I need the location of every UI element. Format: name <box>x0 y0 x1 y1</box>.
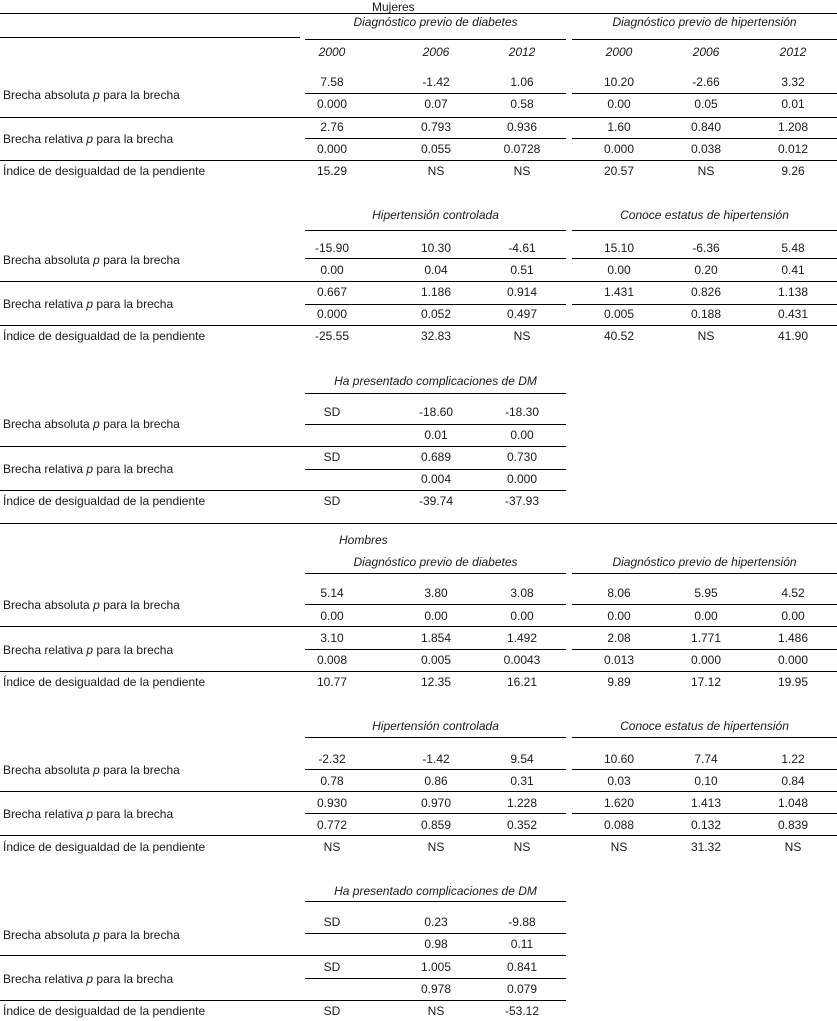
group-header-rule <box>305 39 566 40</box>
value-cell-rel-p: 0.012 <box>777 142 809 156</box>
row-label-suffix: para la brecha <box>93 132 174 146</box>
inner-rule <box>572 769 837 770</box>
value-cell-rel-p: 0.0728 <box>503 142 541 156</box>
value-cell-rel-gap: 0.793 <box>420 120 452 134</box>
value-cell-rel-p: 0.052 <box>420 307 452 321</box>
value-cell-abs-gap: -1.42 <box>422 75 450 89</box>
row-separator <box>0 325 837 326</box>
value-cell-rel-p: 0.055 <box>420 142 452 156</box>
value-cell-abs-gap: -18.60 <box>418 405 454 419</box>
year-header: 2012 <box>508 45 536 59</box>
value-cell-abs-gap: -9.88 <box>508 915 536 929</box>
value-cell-abs-p: 0.00 <box>320 263 344 277</box>
value-cell-rel-p: 0.000 <box>690 653 722 667</box>
value-cell-rel-p: 0.352 <box>506 818 538 832</box>
row-label-prefix: Brecha absoluta <box>3 88 94 102</box>
value-cell-slope: 9.89 <box>607 675 631 689</box>
value-cell-abs-gap: -4.61 <box>508 241 536 255</box>
row-label-suffix: para la brecha <box>93 643 174 657</box>
row-label-prefix: Brecha absoluta <box>3 928 94 942</box>
row-label-abs-gap <box>3 88 180 102</box>
row-separator <box>0 671 837 672</box>
p-letter: p <box>86 297 94 311</box>
p-letter: p <box>93 928 100 942</box>
value-cell-abs-gap: 4.52 <box>781 586 805 600</box>
row-label-abs-gap <box>3 598 180 612</box>
value-cell-abs-p: 0.00 <box>510 609 534 623</box>
inner-rule <box>572 604 837 605</box>
group-header: Ha presentado complicaciones de DM <box>334 884 537 898</box>
value-cell-rel-p: 0.132 <box>690 818 722 832</box>
group-header-rule <box>305 573 566 574</box>
value-cell-slope: 32.83 <box>420 329 452 343</box>
value-cell-abs-gap: 3.08 <box>510 586 534 600</box>
group-header: Diagnóstico previo de hipertensión <box>612 15 797 29</box>
value-cell-rel-gap: SD <box>323 960 341 974</box>
value-cell-slope: 15.29 <box>316 164 348 178</box>
inner-rule <box>305 933 566 934</box>
value-cell-abs-p: 0.84 <box>781 774 805 788</box>
value-cell-abs-gap: 3.32 <box>781 75 805 89</box>
p-letter: p <box>86 462 94 476</box>
group-header-rule <box>572 230 837 231</box>
section-rule <box>0 523 837 524</box>
inner-rule <box>305 258 566 259</box>
row-separator <box>0 1000 566 1001</box>
row-separator <box>0 791 837 792</box>
value-cell-abs-p: 0.98 <box>424 937 448 951</box>
value-cell-abs-gap: -2.32 <box>318 752 346 766</box>
group-header-rule <box>572 737 837 738</box>
value-cell-rel-p: 0.000 <box>506 472 538 486</box>
group-header-rule <box>305 737 566 738</box>
row-label-suffix: para la brecha <box>93 972 174 986</box>
inner-rule <box>572 649 837 650</box>
value-cell-abs-p: 0.51 <box>510 263 534 277</box>
row-label-slope-index: Índice de desigualdad de la pendiente <box>3 1004 206 1018</box>
value-cell-rel-gap: 3.10 <box>320 631 344 645</box>
value-cell-rel-p: 0.859 <box>420 818 452 832</box>
value-cell-abs-p: 0.04 <box>424 263 448 277</box>
inner-rule <box>305 813 566 814</box>
value-cell-slope: NS <box>513 329 531 343</box>
row-label-rel-gap <box>3 807 173 821</box>
row-label-suffix: para la brecha <box>93 807 174 821</box>
row-label-prefix: Brecha absoluta <box>3 253 94 267</box>
group-header: Hipertensión controlada <box>372 719 499 733</box>
row-label-suffix: para la brecha <box>99 417 180 431</box>
value-cell-slope: -39.74 <box>418 494 454 508</box>
value-cell-rel-gap: 1.431 <box>603 285 635 299</box>
value-cell-rel-gap: 0.914 <box>506 285 538 299</box>
row-label-prefix: Brecha relativa <box>3 807 87 821</box>
value-cell-rel-p: 0.013 <box>603 653 635 667</box>
value-cell-slope: 40.52 <box>603 329 635 343</box>
value-cell-rel-gap: 1.048 <box>777 796 809 810</box>
value-cell-rel-p: 0.008 <box>316 653 348 667</box>
row-separator <box>0 626 837 627</box>
p-letter: p <box>86 132 94 146</box>
year-header: 2000 <box>605 45 633 59</box>
value-cell-rel-p: 0.000 <box>316 142 348 156</box>
group-header: Ha presentado complicaciones de DM <box>334 374 537 388</box>
gender-title: Hombres <box>339 533 388 547</box>
value-cell-slope: 17.12 <box>690 675 722 689</box>
gender-rule <box>0 13 837 14</box>
value-cell-abs-gap: 10.20 <box>603 75 635 89</box>
row-label-slope-index: Índice de desigualdad de la pendiente <box>3 840 206 854</box>
row-label-rel-gap <box>3 132 173 146</box>
group-header-rule <box>305 393 566 394</box>
row-label-prefix: Brecha relativa <box>3 462 87 476</box>
value-cell-slope: 19.95 <box>777 675 809 689</box>
group-header: Conoce estatus de hipertensión <box>620 719 789 733</box>
row-label-slope-index: Índice de desigualdad de la pendiente <box>3 675 206 689</box>
value-cell-abs-p: 0.00 <box>694 609 718 623</box>
value-cell-abs-gap: 3.80 <box>424 586 448 600</box>
row-label-abs-gap <box>3 763 180 777</box>
inner-rule <box>572 813 837 814</box>
value-cell-rel-p: 0.497 <box>506 307 538 321</box>
value-cell-abs-p: 0.00 <box>781 609 805 623</box>
value-cell-slope: 16.21 <box>506 675 538 689</box>
p-letter: p <box>93 763 100 777</box>
value-cell-rel-gap: 0.841 <box>506 960 538 974</box>
value-cell-slope: NS <box>513 164 531 178</box>
value-cell-rel-p: 0.978 <box>420 982 452 996</box>
row-label-abs-gap <box>3 253 180 267</box>
value-cell-rel-gap: 0.840 <box>690 120 722 134</box>
value-cell-slope: NS <box>784 840 802 854</box>
value-cell-rel-gap: 1.60 <box>607 120 631 134</box>
value-cell-slope: NS <box>427 164 445 178</box>
value-cell-rel-p: 0.000 <box>603 142 635 156</box>
value-cell-rel-p: 0.0043 <box>503 653 541 667</box>
value-cell-abs-gap: -18.30 <box>504 405 540 419</box>
value-cell-abs-gap: -15.90 <box>314 241 350 255</box>
value-cell-rel-p: 0.839 <box>777 818 809 832</box>
value-cell-rel-p: 0.005 <box>420 653 452 667</box>
value-cell-rel-gap: 0.930 <box>316 796 348 810</box>
group-header-rule <box>572 573 837 574</box>
row-label-rel-gap <box>3 972 173 986</box>
row-separator <box>0 446 566 447</box>
inner-rule <box>305 424 566 425</box>
value-cell-rel-gap: 1.413 <box>690 796 722 810</box>
value-cell-rel-gap: SD <box>323 450 341 464</box>
row-label-suffix: para la brecha <box>99 763 180 777</box>
group-header: Diagnóstico previo de hipertensión <box>612 555 797 569</box>
row-label-slope-index: Índice de desigualdad de la pendiente <box>3 164 206 178</box>
inner-rule <box>305 138 566 139</box>
value-cell-abs-p: 0.31 <box>510 774 534 788</box>
value-cell-rel-gap: 1.138 <box>777 285 809 299</box>
p-letter: p <box>86 643 94 657</box>
inner-rule <box>305 469 566 470</box>
inner-rule <box>305 649 566 650</box>
p-letter: p <box>93 88 100 102</box>
value-cell-abs-p: 0.00 <box>607 97 631 111</box>
value-cell-abs-gap: -2.66 <box>692 75 720 89</box>
value-cell-rel-gap: 0.689 <box>420 450 452 464</box>
row-label-prefix: Brecha absoluta <box>3 417 94 431</box>
value-cell-rel-gap: 2.08 <box>607 631 631 645</box>
value-cell-abs-p: 0.00 <box>510 428 534 442</box>
value-cell-slope: NS <box>323 840 341 854</box>
row-label-rel-gap <box>3 462 173 476</box>
value-cell-slope: NS <box>610 840 628 854</box>
value-cell-rel-p: 0.005 <box>603 307 635 321</box>
value-cell-rel-p: 0.431 <box>777 307 809 321</box>
value-cell-abs-gap: 1.22 <box>781 752 805 766</box>
value-cell-slope: -25.55 <box>314 329 350 343</box>
row-label-prefix: Brecha absoluta <box>3 598 94 612</box>
inner-rule <box>572 93 837 94</box>
value-cell-abs-p: 0.05 <box>694 97 718 111</box>
value-cell-abs-gap: SD <box>323 405 341 419</box>
value-cell-rel-gap: 0.730 <box>506 450 538 464</box>
value-cell-slope: 41.90 <box>777 329 809 343</box>
row-label-suffix: para la brecha <box>93 462 174 476</box>
row-separator <box>0 160 837 161</box>
inner-rule <box>305 604 566 605</box>
row-label-suffix: para la brecha <box>99 598 180 612</box>
value-cell-slope: -37.93 <box>504 494 540 508</box>
inner-rule <box>572 138 837 139</box>
value-cell-rel-gap: 1.208 <box>777 120 809 134</box>
value-cell-slope: NS <box>697 329 715 343</box>
value-cell-abs-p: 0.00 <box>607 263 631 277</box>
value-cell-abs-p: 0.000 <box>316 97 348 111</box>
row-label-prefix: Brecha relativa <box>3 972 87 986</box>
row-label-abs-gap <box>3 928 180 942</box>
inner-rule <box>305 978 566 979</box>
row-separator <box>0 281 837 282</box>
value-cell-rel-p: 0.088 <box>603 818 635 832</box>
value-cell-rel-gap: 1.771 <box>690 631 722 645</box>
value-cell-abs-p: 0.10 <box>694 774 718 788</box>
value-cell-slope: NS <box>427 1004 445 1018</box>
value-cell-abs-p: 0.86 <box>424 774 448 788</box>
value-cell-slope: -53.12 <box>504 1004 540 1018</box>
year-header: 2006 <box>422 45 450 59</box>
group-header: Diagnóstico previo de diabetes <box>353 555 518 569</box>
value-cell-slope: 20.57 <box>603 164 635 178</box>
value-cell-rel-p: 0.079 <box>506 982 538 996</box>
value-cell-abs-gap: 15.10 <box>603 241 635 255</box>
p-letter: p <box>86 972 94 986</box>
value-cell-rel-p: 0.004 <box>420 472 452 486</box>
row-label-suffix: para la brecha <box>99 928 180 942</box>
row-label-suffix: para la brecha <box>99 253 180 267</box>
row-label-prefix: Brecha relativa <box>3 132 87 146</box>
value-cell-rel-gap: 0.970 <box>420 796 452 810</box>
value-cell-slope: NS <box>697 164 715 178</box>
row-label-slope-index: Índice de desigualdad de la pendiente <box>3 329 206 343</box>
row-label-rel-gap <box>3 643 173 657</box>
value-cell-abs-gap: -1.42 <box>422 752 450 766</box>
row-separator <box>0 490 566 491</box>
value-cell-abs-gap: 5.48 <box>781 241 805 255</box>
row-separator <box>0 835 837 836</box>
inner-rule <box>572 304 837 305</box>
value-cell-abs-gap: 10.60 <box>603 752 635 766</box>
value-cell-abs-gap: 0.23 <box>424 915 448 929</box>
value-cell-abs-gap: 1.06 <box>510 75 534 89</box>
value-cell-rel-p: 0.188 <box>690 307 722 321</box>
group-header-rule <box>572 39 837 40</box>
group-header: Conoce estatus de hipertensión <box>620 208 789 222</box>
value-cell-abs-gap: 7.58 <box>320 75 344 89</box>
value-cell-abs-p: 0.41 <box>781 263 805 277</box>
group-header: Hipertensión controlada <box>372 208 499 222</box>
value-cell-abs-p: 0.78 <box>320 774 344 788</box>
value-cell-slope: SD <box>323 494 341 508</box>
value-cell-abs-gap: SD <box>323 915 341 929</box>
value-cell-rel-gap: 1.486 <box>777 631 809 645</box>
gender-title: Mujeres <box>372 0 415 14</box>
value-cell-abs-p: 0.07 <box>424 97 448 111</box>
inner-rule <box>572 258 837 259</box>
value-cell-abs-gap: -6.36 <box>692 241 720 255</box>
value-cell-rel-p: 0.038 <box>690 142 722 156</box>
value-cell-abs-gap: 5.95 <box>694 586 718 600</box>
inner-rule <box>305 769 566 770</box>
value-cell-slope: 10.77 <box>316 675 348 689</box>
value-cell-abs-p: 0.00 <box>320 609 344 623</box>
row-label-prefix: Brecha absoluta <box>3 763 94 777</box>
value-cell-rel-gap: 1.005 <box>420 960 452 974</box>
value-cell-rel-gap: 0.936 <box>506 120 538 134</box>
value-cell-abs-gap: 7.74 <box>694 752 718 766</box>
value-cell-abs-p: 0.01 <box>781 97 805 111</box>
value-cell-abs-p: 0.11 <box>510 937 534 951</box>
group-header: Diagnóstico previo de diabetes <box>353 15 518 29</box>
row-label-prefix: Brecha relativa <box>3 297 87 311</box>
inner-rule <box>305 304 566 305</box>
value-cell-rel-gap: 2.76 <box>320 120 344 134</box>
row-separator <box>0 955 566 956</box>
year-header: 2012 <box>779 45 807 59</box>
value-cell-slope: 9.26 <box>781 164 805 178</box>
group-header-rule <box>305 230 566 231</box>
value-cell-rel-p: 0.000 <box>316 307 348 321</box>
value-cell-abs-gap: 8.06 <box>607 586 631 600</box>
value-cell-abs-p: 0.20 <box>694 263 718 277</box>
value-cell-abs-p: 0.03 <box>607 774 631 788</box>
year-header: 2000 <box>318 45 346 59</box>
value-cell-slope: SD <box>323 1004 341 1018</box>
value-cell-rel-gap: 1.620 <box>603 796 635 810</box>
p-letter: p <box>93 598 100 612</box>
row-separator <box>0 117 837 118</box>
value-cell-abs-p: 0.00 <box>607 609 631 623</box>
value-cell-abs-p: 0.58 <box>510 97 534 111</box>
value-cell-abs-p: 0.00 <box>424 609 448 623</box>
value-cell-abs-gap: 9.54 <box>510 752 534 766</box>
inner-rule <box>305 93 566 94</box>
value-cell-rel-gap: 0.826 <box>690 285 722 299</box>
value-cell-abs-p: 0.01 <box>424 428 448 442</box>
row-label-rel-gap <box>3 297 173 311</box>
p-letter: p <box>86 807 94 821</box>
row-label-slope-index: Índice de desigualdad de la pendiente <box>3 494 206 508</box>
row-label-prefix: Brecha relativa <box>3 643 87 657</box>
value-cell-slope: NS <box>427 840 445 854</box>
p-letter: p <box>93 417 100 431</box>
value-cell-slope: 31.32 <box>690 840 722 854</box>
value-cell-abs-gap: 5.14 <box>320 586 344 600</box>
value-cell-rel-p: 0.772 <box>316 818 348 832</box>
value-cell-rel-gap: 1.186 <box>420 285 452 299</box>
header-left-rule <box>0 37 300 38</box>
value-cell-slope: NS <box>513 840 531 854</box>
value-cell-slope: 12.35 <box>420 675 452 689</box>
value-cell-rel-p: 0.000 <box>777 653 809 667</box>
value-cell-rel-gap: 1.854 <box>420 631 452 645</box>
value-cell-rel-gap: 0.667 <box>316 285 348 299</box>
row-label-abs-gap <box>3 417 180 431</box>
row-label-suffix: para la brecha <box>93 297 174 311</box>
group-header-rule <box>305 901 566 902</box>
year-header: 2006 <box>692 45 720 59</box>
value-cell-rel-gap: 1.228 <box>506 796 538 810</box>
value-cell-rel-gap: 1.492 <box>506 631 538 645</box>
value-cell-abs-gap: 10.30 <box>420 241 452 255</box>
p-letter: p <box>93 253 100 267</box>
row-label-suffix: para la brecha <box>99 88 180 102</box>
